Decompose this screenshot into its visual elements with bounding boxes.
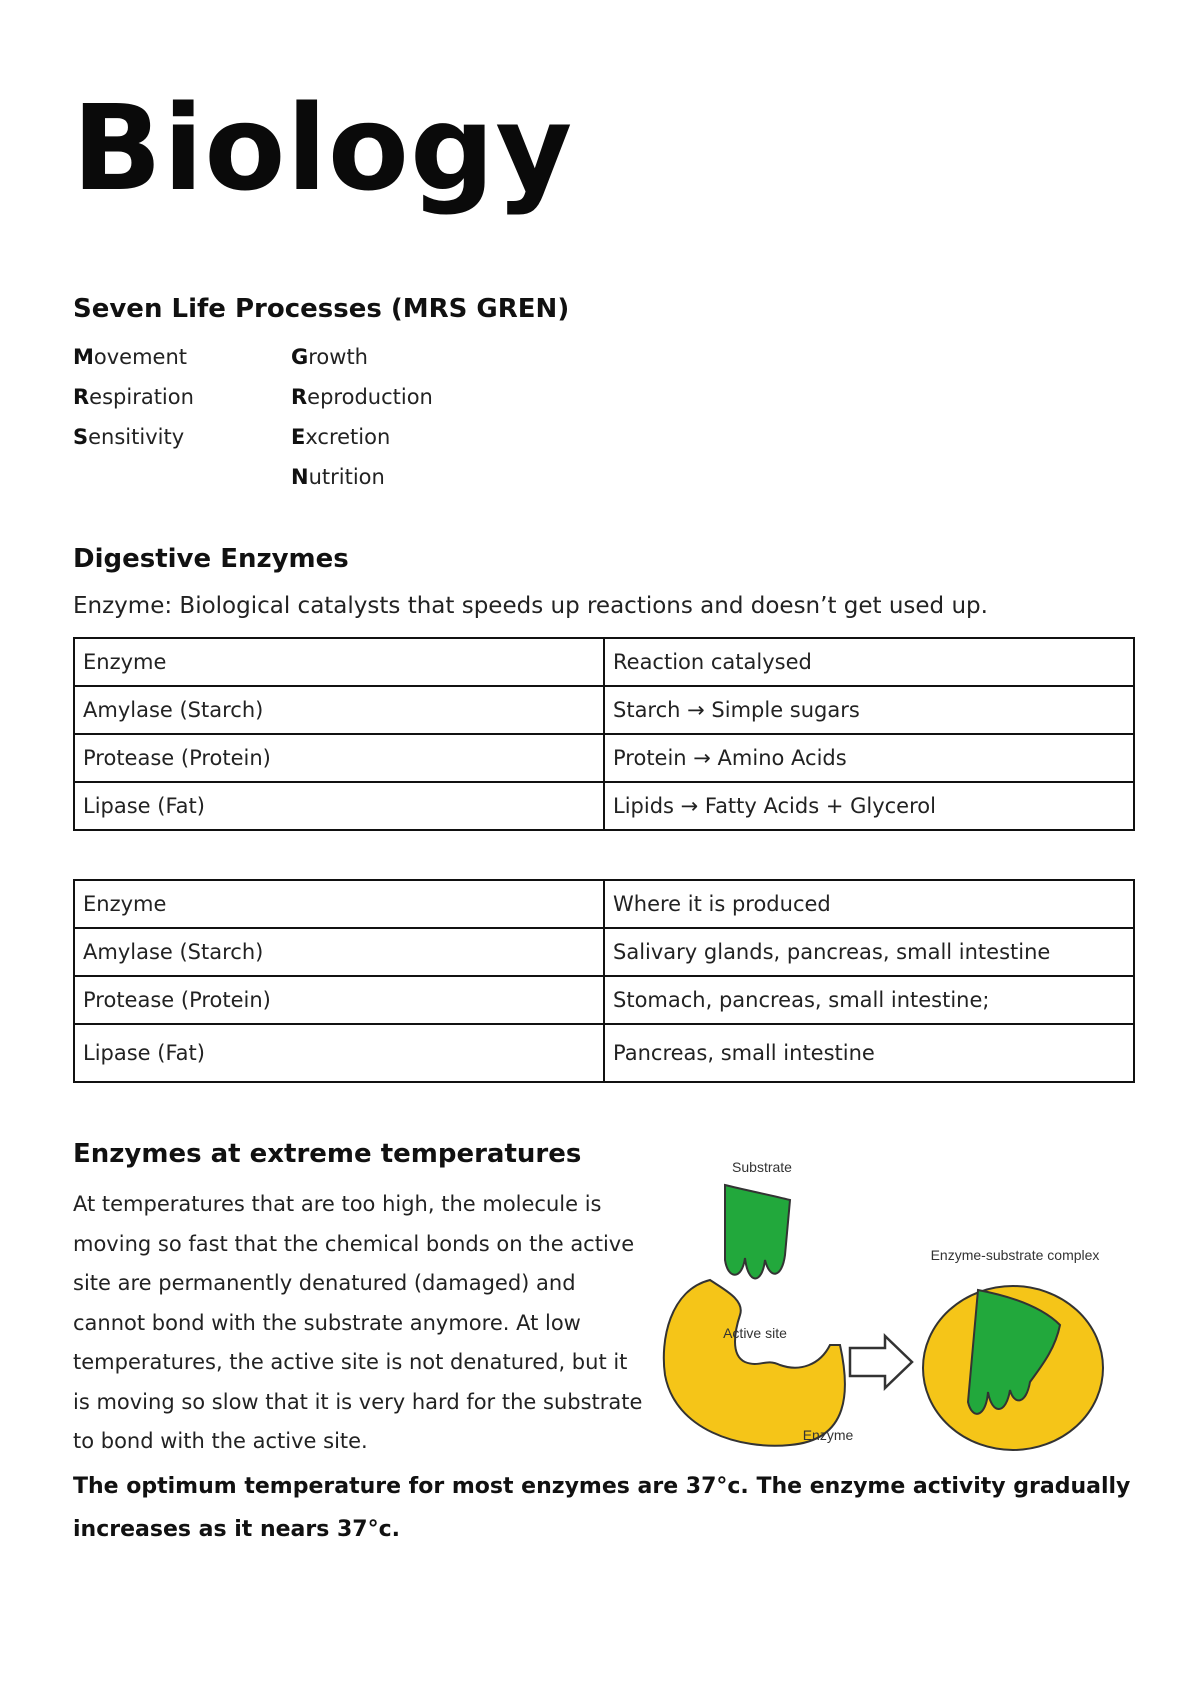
table-cell: Lipids → Fatty Acids + Glycerol [604, 782, 1134, 830]
production-table [73, 879, 1135, 1083]
process-item: Nutrition [291, 465, 385, 489]
page-title: Biology [72, 79, 574, 217]
table-cell: Enzyme [74, 638, 604, 686]
substrate-shape [725, 1185, 790, 1279]
table-cell: Lipase (Fat) [74, 782, 604, 830]
table-row [74, 686, 1134, 734]
table-row [74, 734, 1134, 782]
table-cell: Protein → Amino Acids [604, 734, 1134, 782]
arrow-icon [850, 1336, 912, 1388]
table-cell: Enzyme [74, 880, 604, 928]
process-item: Respiration [73, 385, 194, 409]
table-row [74, 928, 1134, 976]
complex-label: Enzyme-substrate complex [930, 1247, 1100, 1263]
table-cell: Salivary glands, pancreas, small intestine [604, 928, 1134, 976]
table-cell: Protease (Protein) [74, 976, 604, 1024]
table-cell: Starch → Simple sugars [604, 686, 1134, 734]
enzyme-shape [664, 1280, 845, 1446]
substrate-label: Substrate [732, 1159, 792, 1175]
table-row [74, 880, 1134, 928]
table-row [74, 1024, 1134, 1082]
table-cell: Amylase (Starch) [74, 928, 604, 976]
table-cell: Where it is produced [604, 880, 1134, 928]
table-cell: Protease (Protein) [74, 734, 604, 782]
enzyme-definition: Enzyme: Biological catalysts that speeds up reactions and doesn’t get used up. [73, 593, 988, 619]
optimum-temperature-note: The optimum temperature for most enzymes are 37°c. The enzyme activity gradually increases as it nears 37°c. [73, 1474, 1131, 1542]
active-site-label: Active site [723, 1325, 787, 1341]
process-item: Growth [291, 345, 368, 369]
table-row [74, 976, 1134, 1024]
reaction-table [73, 637, 1135, 831]
table-cell: Amylase (Starch) [74, 686, 604, 734]
lock-and-key-diagram [650, 1140, 1120, 1460]
life-processes-heading: Seven Life Processes (MRS GREN) [73, 294, 570, 324]
table-cell: Reaction catalysed [604, 638, 1134, 686]
temperature-paragraph: At temperatures that are too high, the molecule is moving so fast that the chemical bonds on the active site are permanently denatured (damaged) and cannot bond with the substrate anymore. At low temperatures, the active site is not denatured, but it is moving so slow that it is very hard for the substrate to bond with the active site. [73, 1192, 643, 1453]
process-item: Sensitivity [73, 425, 185, 449]
process-item: Movement [73, 345, 188, 369]
process-item: Reproduction [291, 385, 433, 409]
table-row [74, 638, 1134, 686]
table-cell: Lipase (Fat) [74, 1024, 604, 1082]
digestive-enzymes-heading: Digestive Enzymes [73, 544, 349, 574]
table-cell: Stomach, pancreas, small intestine; [604, 976, 1134, 1024]
table-cell: Pancreas, small intestine [604, 1024, 1134, 1082]
enzyme-label: Enzyme [802, 1427, 854, 1443]
process-item: Excretion [291, 425, 391, 449]
table-row [74, 782, 1134, 830]
temperature-heading: Enzymes at extreme temperatures [73, 1139, 582, 1169]
